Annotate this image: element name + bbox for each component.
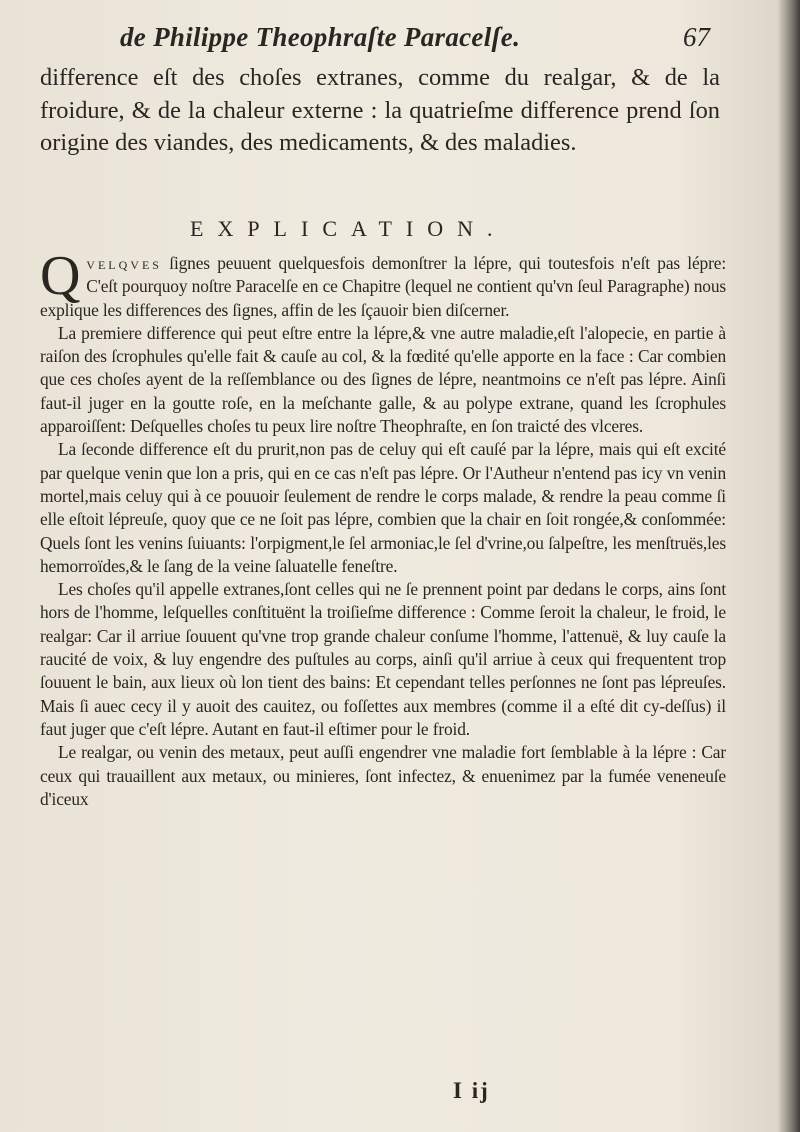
paragraph-5: Le realgar, ou venin des metaux, peut auſſi engendrer vne maladie fort ſemblable à la lépre : Car ceux qui trauaillent aux metaux, ou minieres, ſont infectez, & enuenimez par la fumée veneneuſe d'iceux [40,742,726,809]
paragraph-3: La ſeconde difference eſt du prurit,non pas de celuy qui eſt cauſé par la lépre, mais qui eſt excité par quelque venin que lon a pris, qui en ce cas n'eſt pas lépre. Or l'Autheur n'entend pas icy vn venin mortel,mais celuy qui à ce pouuoir ſeulement de rendre le corps malade, & rendre la peau comme ſi elle eſtoit lépreuſe, quoy que ce ne ſoit pas lépre, combien que la chair en ſoit rongée,& conſommée: Quels ſont les venins ſuiuants: l'orpigment,le ſel armoniac,le ſel d'vrine,ou ſalpeſtre, les menſtruës,les hemorroïdes,& le ſang de la veine ſaluatelle feneſtre. [40,439,726,576]
page-edge-shadow [778,0,800,1132]
section-heading: EXPLICATION. [190,216,507,241]
intro-paragraph [40,62,720,160]
page-header [120,22,710,56]
running-head: de Philippe Theophraſte Paracelſe. [120,22,521,52]
paragraph-1 [40,245,726,322]
page-number: 67 [683,22,710,52]
body-text [40,245,726,811]
intro-text: difference eſt des choſes extranes, comme du realgar, & de la froidure, & de la chaleur externe : la quatrieſme difference prend ſon origine des viandes, des medicaments, & des maladies. [40,64,720,156]
paragraph-2: La premiere difference qui peut eſtre entre la lépre,& vne autre maladie,eſt l'alopecie, en partie à raiſon des ſcrophules qu'elle fait & cauſe au col, & la fœdité qu'elle apporte en la face : Car combien que ces choſes ayent de la reſſemblance ou des ſignes de lépre, neantmoins ce n'eſt pas lépre. Ainſi faut-il juger en la goutte roſe, en la meſchante galle, & au polype extrane, quand les ſcrophules apparoiſſent: Deſquelles choſes tu peux lire noſtre Theophraſte, en ſon traicté des vlceres. [40,322,726,437]
paragraph-1-text: ſignes peuuent quelquesfois demonſtrer la lépre, qui toutesfois n'eſt pas lépre: C'eſt pourquoy noſtre Paracelſe en ce Chapitre (lequel ne contient qu'vn ſeul Paragraphe) nous explique les differences des ſignes, affin de les ſçauoir bien diſcerner. [40,253,726,320]
paragraph-4: Les choſes qu'il appelle extranes,ſont celles qui ne ſe prennent point par dedans le corps, ains ſont hors de l'homme, leſquelles conſtituënt la troiſieſme difference : Comme ſeroit la chaleur, le froid, le realgar: Car il arriue ſouuent qu'vne trop grande chaleur conſume l'homme, l'attenuë, & luy cauſe la raucité de voix, & luy engendre des puſtules au corps, ainſi qu'il arriue à ceux qui frequentent trop ſouuent le bain, aux lieux où lon tient des bains: Et cependant telles perſonnes ne ſont pas lépreuſes. Mais ſi auec cecy il y auoit des cauitez, ou foſſettes aux membres (comme il a eſté dit cy-deſſus) il faut juger que c'eſt lépre. Autant en faut-il eſtimer pour le froid. [40,579,726,739]
drop-cap: Q [40,245,81,307]
small-caps-word: velqves [86,253,162,273]
signature-mark: I ij [453,1078,490,1103]
